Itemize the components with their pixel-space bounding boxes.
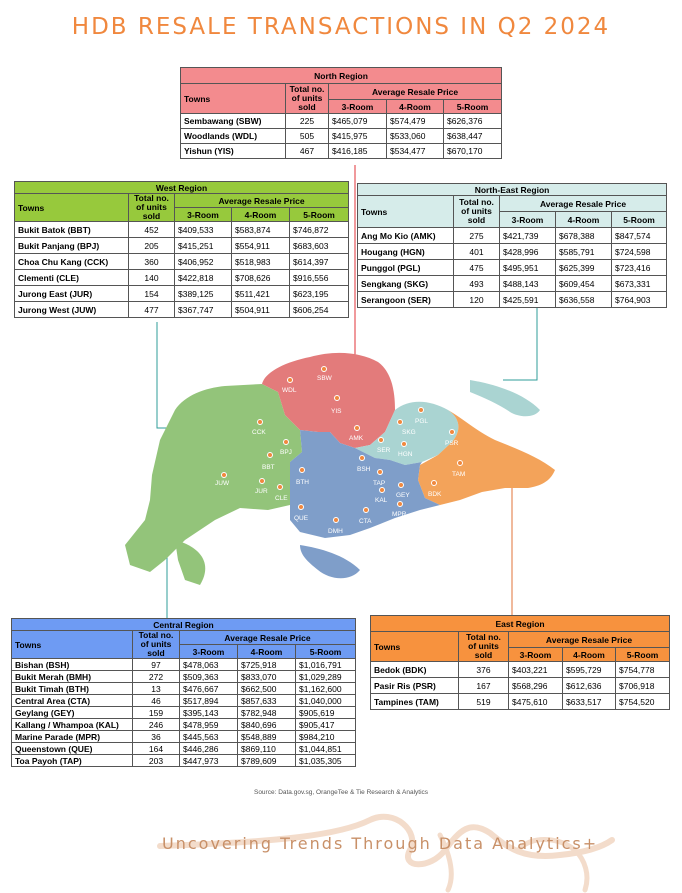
units-cell: 205 [129,238,175,254]
region-title: Central Region [12,619,356,631]
price-5room-cell: $1,040,000 [296,695,356,707]
price-4room-cell: $833,070 [238,671,296,683]
header-avg-price: Average Resale Price [509,632,670,648]
price-5room-cell: $1,162,600 [296,683,356,695]
header-avg-price: Average Resale Price [500,196,667,212]
header-4room: 4-Room [563,648,616,662]
units-cell: 167 [459,678,509,694]
label-sbw: SBW [317,375,332,382]
label-jur: JUR [255,488,268,495]
east-region-table [370,615,670,710]
header-5room: 5-Room [612,212,667,228]
marker-hgn [402,442,407,447]
units-cell: 97 [133,659,180,671]
table-row [181,114,502,129]
marker-bdk [432,481,437,486]
units-cell: 475 [454,260,500,276]
units-cell: 120 [454,292,500,308]
price-4room-cell: $504,911 [232,302,290,318]
table-row [181,129,502,144]
label-juw: JUW [215,480,230,487]
price-5room-cell: $1,029,289 [296,671,356,683]
town-cell: Bedok (BDK) [371,662,459,678]
table-row [15,270,349,286]
price-5room-cell: $623,195 [290,286,349,302]
label-bpj: BPJ [280,449,292,456]
town-cell: Hougang (HGN) [358,244,454,260]
price-4room-cell: $511,421 [232,286,290,302]
label-tam: TAM [452,471,466,478]
price-4room-cell: $625,399 [556,260,612,276]
label-wdl: WDL [282,387,297,394]
header-3room: 3-Room [509,648,563,662]
table-row [12,671,356,683]
table-row [12,755,356,767]
price-3room-cell: $495,951 [500,260,556,276]
header-avg-price: Average Resale Price [180,631,356,645]
marker-cta [364,508,369,513]
marker-mpr [398,502,403,507]
price-4room-cell: $533,060 [387,129,444,144]
table-row [358,292,667,308]
price-3room-cell: $409,533 [175,222,232,238]
town-cell: Bukit Panjang (BPJ) [15,238,129,254]
table-row [358,244,667,260]
units-cell: 203 [133,755,180,767]
price-5room-cell: $638,447 [444,129,502,144]
region-title: North-East Region [358,184,667,196]
price-3room-cell: $422,818 [175,270,232,286]
label-cck: CCK [252,429,266,436]
price-3room-cell: $475,610 [509,694,563,710]
price-4room-cell: $840,696 [238,719,296,731]
units-cell: 46 [133,695,180,707]
page-title: HDB RESALE TRANSACTIONS IN Q2 2024 [71,14,611,40]
table-row [358,228,667,244]
price-3room-cell: $447,973 [180,755,238,767]
price-5room-cell: $764,903 [612,292,667,308]
price-4room-cell: $857,633 [238,695,296,707]
price-4room-cell: $782,948 [238,707,296,719]
price-3room-cell: $415,251 [175,238,232,254]
price-3room-cell: $446,286 [180,743,238,755]
price-5room-cell: $1,044,851 [296,743,356,755]
units-cell: 159 [133,707,180,719]
tagline: Uncovering Trends Through Data Analytics+ [162,834,599,853]
marker-jur [260,479,265,484]
table-row [12,707,356,719]
price-3room-cell: $509,363 [180,671,238,683]
price-3room-cell: $488,143 [500,276,556,292]
central-region-table [11,618,356,767]
price-4room-cell: $678,388 [556,228,612,244]
price-5room-cell: $1,016,791 [296,659,356,671]
header-4room: 4-Room [238,645,296,659]
town-cell: Bishan (BSH) [12,659,133,671]
price-4room-cell: $609,454 [556,276,612,292]
label-bsh: BSH [357,466,371,473]
town-cell: Yishun (YIS) [181,144,286,159]
marker-kal [380,488,385,493]
units-cell: 272 [133,671,180,683]
units-cell: 225 [286,114,329,129]
table-row [12,659,356,671]
town-cell: Punggol (PGL) [358,260,454,276]
label-ser: SER [377,447,391,454]
price-5room-cell: $626,376 [444,114,502,129]
town-cell: Marine Parade (MPR) [12,731,133,743]
header-total-units: Total no. of units sold [133,631,180,659]
price-3room-cell: $478,063 [180,659,238,671]
label-bbt: BBT [262,464,275,471]
region-title: East Region [371,616,670,632]
table-row [15,238,349,254]
price-3room-cell: $367,747 [175,302,232,318]
marker-pgl [419,408,424,413]
table-row [371,678,670,694]
table-row [15,286,349,302]
northeast-connector [503,308,537,380]
header-5room: 5-Room [290,208,349,222]
header-total-units: Total no. of units sold [129,194,175,222]
marker-gey [399,483,404,488]
units-cell: 360 [129,254,175,270]
header-5room: 5-Room [616,648,670,662]
price-5room-cell: $670,170 [444,144,502,159]
units-cell: 275 [454,228,500,244]
units-cell: 13 [133,683,180,695]
price-5room-cell: $614,397 [290,254,349,270]
label-tap: TAP [373,480,386,487]
price-4room-cell: $548,889 [238,731,296,743]
town-cell: Central Area (CTA) [12,695,133,707]
price-4room-cell: $633,517 [563,694,616,710]
price-3room-cell: $465,079 [329,114,387,129]
town-cell: Jurong West (JUW) [15,302,129,318]
label-mpr: MPR [392,511,407,518]
source-note: Source: Data.gov.sg, OrangeTee & Tie Research & Analytics [253,789,429,796]
header-5room: 5-Room [444,100,502,114]
price-4room-cell: $725,918 [238,659,296,671]
marker-wdl [288,378,293,383]
price-4room-cell: $574,479 [387,114,444,129]
header-towns: Towns [358,196,454,228]
town-cell: Choa Chu Kang (CCK) [15,254,129,270]
marker-tap [378,470,383,475]
table-row [15,254,349,270]
marker-juw [222,473,227,478]
marker-skg [398,420,403,425]
units-cell: 36 [133,731,180,743]
town-cell: Queenstown (QUE) [12,743,133,755]
units-cell: 376 [459,662,509,678]
marker-tam [458,461,463,466]
price-4room-cell: $662,500 [238,683,296,695]
north-region-table [180,67,502,159]
units-cell: 493 [454,276,500,292]
price-4room-cell: $534,477 [387,144,444,159]
town-cell: Jurong East (JUR) [15,286,129,302]
table-row [12,743,356,755]
header-total-units: Total no. of units sold [454,196,500,228]
price-5room-cell: $984,210 [296,731,356,743]
marker-psr [450,430,455,435]
label-cta: CTA [359,518,372,525]
price-3room-cell: $389,125 [175,286,232,302]
map-south-islands [300,545,360,578]
marker-dmh [334,518,339,523]
header-avg-price: Average Resale Price [329,84,502,100]
west-region-table [14,181,349,318]
price-3room-cell: $428,996 [500,244,556,260]
marker-bbt [268,453,273,458]
price-3room-cell: $421,739 [500,228,556,244]
label-bdk: BDK [428,491,442,498]
label-hgn: HGN [398,451,413,458]
price-3room-cell: $416,185 [329,144,387,159]
units-cell: 140 [129,270,175,286]
price-5room-cell: $905,417 [296,719,356,731]
table-row [181,144,502,159]
header-total-units: Total no. of units sold [459,632,509,662]
header-3room: 3-Room [500,212,556,228]
map-west-islands [175,540,205,585]
units-cell: 246 [133,719,180,731]
price-4room-cell: $789,609 [238,755,296,767]
price-4room-cell: $612,636 [563,678,616,694]
header-towns: Towns [181,84,286,114]
price-4room-cell: $585,791 [556,244,612,260]
table-row [15,222,349,238]
town-cell: Toa Payoh (TAP) [12,755,133,767]
units-cell: 519 [459,694,509,710]
price-5room-cell: $746,872 [290,222,349,238]
price-4room-cell: $518,983 [232,254,290,270]
units-cell: 467 [286,144,329,159]
price-5room-cell: $847,574 [612,228,667,244]
town-cell: Bukit Merah (BMH) [12,671,133,683]
label-kal: KAL [375,497,388,504]
price-5room-cell: $606,254 [290,302,349,318]
marker-bsh [360,456,365,461]
header-4room: 4-Room [232,208,290,222]
header-5room: 5-Room [296,645,356,659]
marker-bth [300,468,305,473]
header-towns: Towns [371,632,459,662]
price-5room-cell: $673,331 [612,276,667,292]
price-5room-cell: $916,556 [290,270,349,286]
town-cell: Pasir Ris (PSR) [371,678,459,694]
units-cell: 164 [133,743,180,755]
price-3room-cell: $415,975 [329,129,387,144]
header-towns: Towns [12,631,133,659]
price-5room-cell: $724,598 [612,244,667,260]
town-cell: Bukit Timah (BTH) [12,683,133,695]
price-3room-cell: $403,221 [509,662,563,678]
label-yis: YIS [331,408,342,415]
label-que: QUE [294,515,309,522]
town-cell: Geylang (GEY) [12,707,133,719]
header-4room: 4-Room [556,212,612,228]
units-cell: 401 [454,244,500,260]
table-row [15,302,349,318]
price-4room-cell: $554,911 [232,238,290,254]
units-cell: 154 [129,286,175,302]
region-title: West Region [15,182,349,194]
header-3room: 3-Room [175,208,232,222]
header-total-units: Total no. of units sold [286,84,329,114]
table-row [371,694,670,710]
town-cell: Sembawang (SBW) [181,114,286,129]
marker-ser [379,438,384,443]
table-row [12,695,356,707]
header-3room: 3-Room [180,645,238,659]
price-5room-cell: $723,416 [612,260,667,276]
marker-sbw [322,367,327,372]
price-5room-cell: $1,035,305 [296,755,356,767]
marker-amk [355,426,360,431]
units-cell: 452 [129,222,175,238]
price-3room-cell: $517,894 [180,695,238,707]
town-cell: Woodlands (WDL) [181,129,286,144]
price-5room-cell: $754,778 [616,662,670,678]
town-cell: Clementi (CLE) [15,270,129,286]
map-west-region [125,384,302,572]
price-4room-cell: $869,110 [238,743,296,755]
table-row [371,662,670,678]
marker-bpj [284,440,289,445]
label-skg: SKG [402,429,416,436]
town-cell: Sengkang (SKG) [358,276,454,292]
label-bth: BTH [296,479,309,486]
units-cell: 477 [129,302,175,318]
label-amk: AMK [349,435,364,442]
header-towns: Towns [15,194,129,222]
label-dmh: DMH [328,528,343,535]
price-3room-cell: $476,667 [180,683,238,695]
map-northeast-island [470,380,540,416]
region-title: North Region [181,68,502,84]
label-psr: PSR [445,440,459,447]
price-4room-cell: $583,874 [232,222,290,238]
price-4room-cell: $636,558 [556,292,612,308]
price-5room-cell: $905,619 [296,707,356,719]
marker-cle [278,485,283,490]
price-5room-cell: $706,918 [616,678,670,694]
town-cell: Ang Mo Kio (AMK) [358,228,454,244]
price-3room-cell: $406,952 [175,254,232,270]
town-cell: Kallang / Whampoa (KAL) [12,719,133,731]
marker-cck [258,420,263,425]
header-3room: 3-Room [329,100,387,114]
header-avg-price: Average Resale Price [175,194,349,208]
price-4room-cell: $595,729 [563,662,616,678]
units-cell: 505 [286,129,329,144]
marker-yis [335,396,340,401]
label-cle: CLE [275,495,288,502]
price-3room-cell: $478,959 [180,719,238,731]
table-row [12,731,356,743]
header-4room: 4-Room [387,100,444,114]
table-row [358,260,667,276]
town-cell: Tampines (TAM) [371,694,459,710]
table-row [358,276,667,292]
table-row [12,719,356,731]
price-4room-cell: $708,626 [232,270,290,286]
northeast-region-table [357,183,667,308]
town-cell: Serangoon (SER) [358,292,454,308]
town-cell: Bukit Batok (BBT) [15,222,129,238]
price-3room-cell: $445,563 [180,731,238,743]
price-3room-cell: $395,143 [180,707,238,719]
price-3room-cell: $568,296 [509,678,563,694]
marker-que [299,505,304,510]
price-5room-cell: $754,520 [616,694,670,710]
label-pgl: PGL [415,418,429,425]
label-gey: GEY [396,492,410,499]
table-row [12,683,356,695]
price-3room-cell: $425,591 [500,292,556,308]
price-5room-cell: $683,603 [290,238,349,254]
